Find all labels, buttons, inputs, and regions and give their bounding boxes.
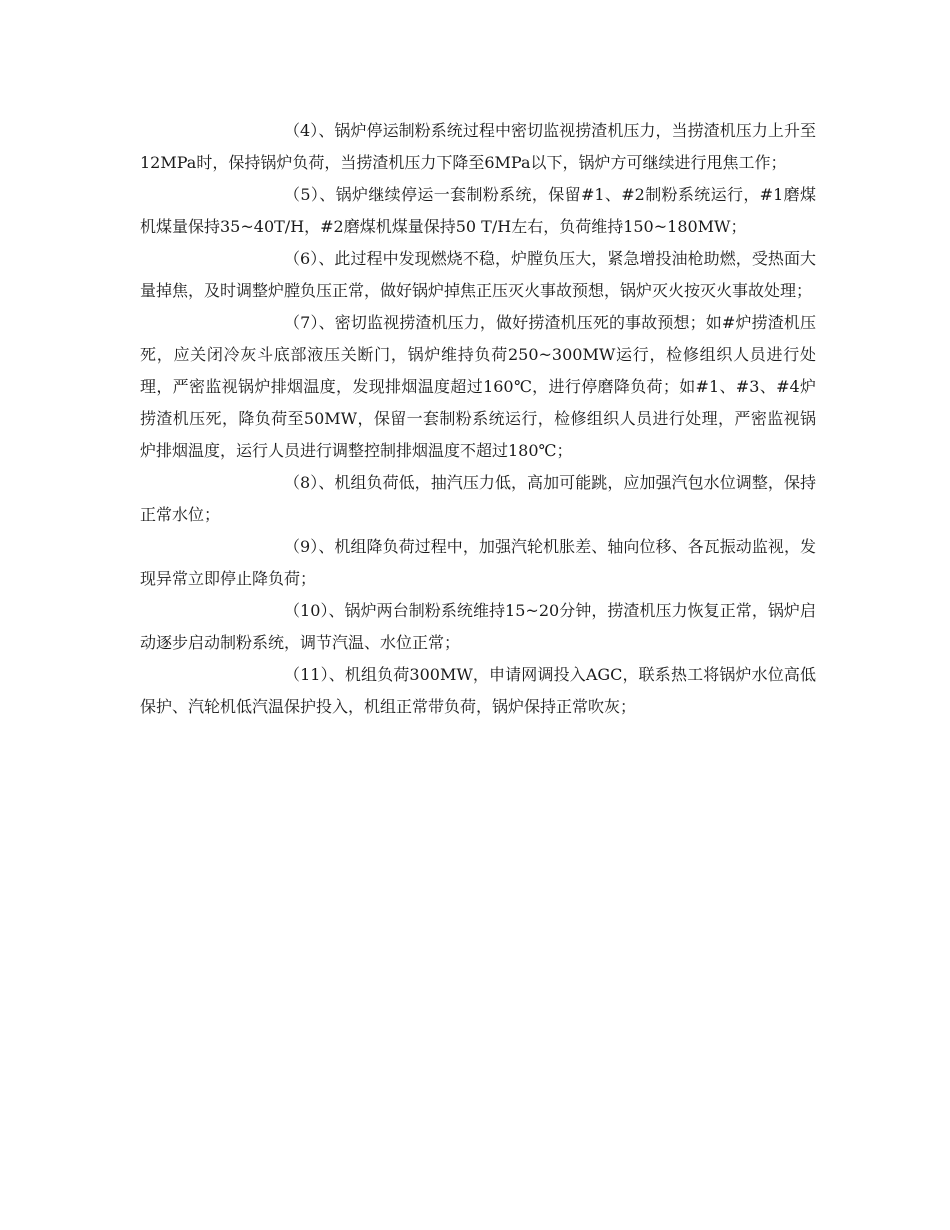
paragraph-7: （7）、密切监视捞渣机压力，做好捞渣机压死的事故预想；如#炉捞渣机压死，应关闭冷灰斗底部液压关断门，锅炉维持负荷250~300MW运行，检修组织人员进行处理，严密监视锅炉排烟温度，发现排烟温度超过160℃，进行停磨降负荷；如#1、#3、#4炉捞渣机压死，降负荷至50MW，保留一套制粉系统运行，检修组织人员进行处理，严密监视锅炉排烟温度，运行人员进行调整控制排烟温度不超过180℃；	[140, 313, 816, 460]
paragraph-10: （10）、锅炉两台制粉系统维持15~20分钟，捞渣机压力恢复正常，锅炉启动逐步启动制粉系统，调节汽温、水位正常；	[140, 601, 816, 652]
paragraph-11: （11）、机组负荷300MW，申请网调投入AGC，联系热工将锅炉水位高低保护、汽轮机低汽温保护投入，机组正常带负荷，锅炉保持正常吹灰；	[140, 665, 816, 716]
document-body	[140, 115, 816, 723]
paragraph-5: （5）、锅炉继续停运一套制粉系统，保留#1、#2制粉系统运行，#1磨煤机煤量保持35~40T/H，#2磨煤机煤量保持50 T/H左右，负荷维持150~180MW；	[140, 185, 816, 236]
paragraph-9: （9）、机组降负荷过程中，加强汽轮机胀差、轴向位移、各瓦振动监视，发现异常立即停止降负荷；	[140, 537, 816, 588]
paragraph-4: （4）、锅炉停运制粉系统过程中密切监视捞渣机压力，当捞渣机压力上升至12MPa时，保持锅炉负荷，当捞渣机压力下降至6MPa以下，锅炉方可继续进行甩焦工作；	[140, 121, 816, 172]
paragraph-8: （8）、机组负荷低，抽汽压力低，高加可能跳，应加强汽包水位调整，保持正常水位；	[140, 473, 816, 524]
paragraph-6: （6）、此过程中发现燃烧不稳，炉膛负压大，紧急增投油枪助燃，受热面大量掉焦，及时调整炉膛负压正常，做好锅炉掉焦正压灭火事故预想，锅炉灭火按灭火事故处理；	[140, 249, 816, 300]
